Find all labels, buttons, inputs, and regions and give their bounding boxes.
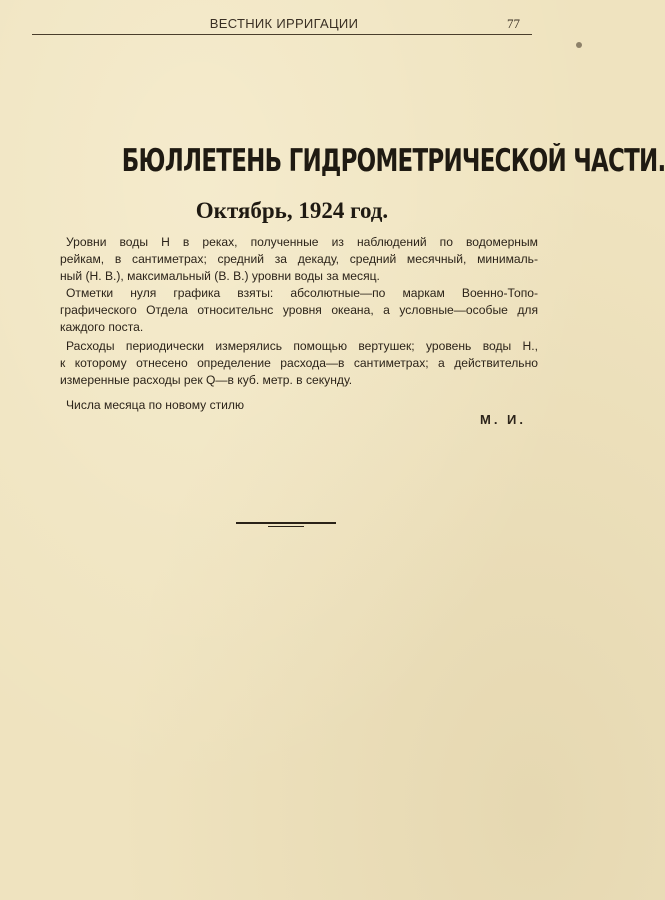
dates-note: Числа месяца по новому стилю (66, 398, 245, 412)
text-line: измеренные расходы рек Q—в куб. метр. в секунду. (60, 373, 353, 387)
end-rule (236, 522, 336, 524)
journal-title: ВЕСТНИК ИРРИГАЦИИ (209, 16, 359, 31)
text-line: Расходы периодически измерялись помощью вертушек; уровень воды H., (66, 339, 538, 353)
paragraph-levels (60, 234, 538, 285)
text-line: каждого поста. (60, 320, 144, 334)
paragraph-discharge (60, 338, 538, 389)
bulletin-body (60, 234, 538, 389)
bulletin-subtitle: Октябрь, 1924 год. (195, 198, 389, 223)
text-line: Уровни воды H в реках, полученные из наблюдений по водомерным (66, 235, 538, 249)
text-line: Отметки нуля графика взяты: абсолютные—по маркам Военно-Топо- (66, 286, 538, 300)
paragraph-gauge-datum (60, 285, 538, 336)
bulletin-title: БЮЛЛЕТЕНЬ ГИДРОМЕТРИЧЕСКОЙ ЧАСТИ. (121, 143, 665, 179)
page-mark (576, 42, 582, 48)
text-line: ный (Н. В.), максимальный (В. В.) уровни воды за месяц. (60, 269, 380, 283)
text-line: к которому отнесено определение расхода—в сантиметрах; а действительно (60, 356, 538, 370)
signature: М. И. (479, 412, 526, 427)
header-rule (32, 34, 532, 35)
running-header (32, 10, 536, 34)
end-rule-short (268, 526, 304, 527)
text-line: рейкам, в сантиметрах; средний за декаду, средний месячный, минималь- (60, 252, 538, 266)
page-number: 77 (507, 16, 520, 31)
text-line: графического Отдела относительнс уровня океана, а условные—особые для (60, 303, 538, 317)
